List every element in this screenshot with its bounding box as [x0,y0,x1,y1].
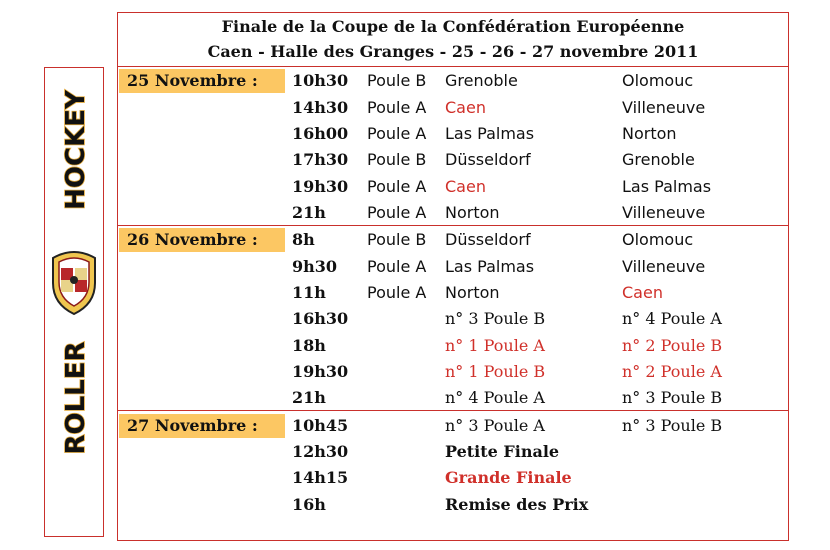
match-away: Olomouc [622,230,694,249]
match-row [118,439,788,465]
match-time: 8h [292,230,315,249]
match-poule: Poule B [367,71,427,90]
match-away: n° 2 Poule B [622,336,723,355]
match-row [118,333,788,359]
match-poule: Poule B [367,230,427,249]
divider [118,225,788,226]
day-label-27: 27 Novembre : [119,414,285,438]
match-home: Norton [445,203,500,222]
match-time: 12h30 [292,442,349,461]
logo-word-hockey: HOCKEY [61,90,91,210]
shield-crest-icon [53,252,95,314]
divider [118,66,788,67]
match-time: 10h30 [292,71,349,90]
schedule-header [118,13,788,64]
match-away: Grenoble [622,150,695,169]
header-title: Finale de la Coupe de la Confédération Européenne [221,17,685,36]
match-home: n° 1 Poule B [445,362,546,381]
match-row [118,254,788,280]
logo-word-roller: ROLLER [61,341,91,455]
match-home: Caen [445,177,486,196]
match-time: 21h [292,388,326,407]
match-poule: Poule A [367,203,427,222]
match-home: n° 3 Poule A [445,416,545,435]
match-away: n° 4 Poule A [622,309,722,328]
day-label-25: 25 Novembre : [119,69,285,93]
match-row [118,227,788,253]
match-row [118,200,788,226]
match-time: 14h30 [292,98,349,117]
match-poule: Poule B [367,150,427,169]
match-time: 16h30 [292,309,349,328]
match-row [118,465,788,491]
match-poule: Poule A [367,257,427,276]
match-home: Grenoble [445,71,518,90]
match-row [118,121,788,147]
match-time: 17h30 [292,150,349,169]
match-home: Las Palmas [445,124,535,143]
match-time: 11h [292,283,326,302]
match-row [118,68,788,94]
divider [118,410,788,411]
match-poule: Poule A [367,177,427,196]
match-home: Düsseldorf [445,230,531,249]
match-away: Olomouc [622,71,694,90]
match-time: 14h15 [292,468,349,487]
match-row [118,174,788,200]
match-home: Düsseldorf [445,150,531,169]
match-poule: Poule A [367,98,427,117]
match-away: n° 3 Poule B [622,388,723,407]
match-time: 9h30 [292,257,338,276]
match-row [118,385,788,411]
match-time: 16h [292,495,326,514]
match-away: n° 3 Poule B [622,416,723,435]
match-away: Las Palmas [622,177,712,196]
grande-finale-label: Grande Finale [445,468,572,487]
match-away: n° 2 Poule A [622,362,722,381]
remise-des-prix-label: Remise des Prix [445,495,589,514]
match-row [118,359,788,385]
match-away: Villeneuve [622,203,706,222]
match-time: 10h45 [292,416,349,435]
match-time: 19h30 [292,177,349,196]
match-home: Las Palmas [445,257,535,276]
match-away: Villeneuve [622,257,706,276]
match-row [118,95,788,121]
match-time: 21h [292,203,326,222]
match-home: n° 1 Poule A [445,336,545,355]
match-time: 18h [292,336,326,355]
match-home: n° 4 Poule A [445,388,545,407]
day-label-26: 26 Novembre : [119,228,285,252]
match-home: Norton [445,283,500,302]
match-away: Villeneuve [622,98,706,117]
match-row [118,147,788,173]
match-poule: Poule A [367,124,427,143]
match-row [118,280,788,306]
logo-box [44,67,104,537]
match-time: 16h00 [292,124,349,143]
match-home: Caen [445,98,486,117]
match-row [118,306,788,332]
schedule-frame [117,12,789,541]
match-row [118,413,788,439]
match-time: 19h30 [292,362,349,381]
petite-finale-label: Petite Finale [445,442,560,461]
match-away: Caen [622,283,663,302]
match-poule: Poule A [367,283,427,302]
match-home: n° 3 Poule B [445,309,546,328]
match-row [118,492,788,518]
roller-hockey-logo [45,68,103,536]
header-venue-dates: Caen - Halle des Granges - 25 - 26 - 27 novembre 2011 [207,42,699,61]
match-away: Norton [622,124,677,143]
